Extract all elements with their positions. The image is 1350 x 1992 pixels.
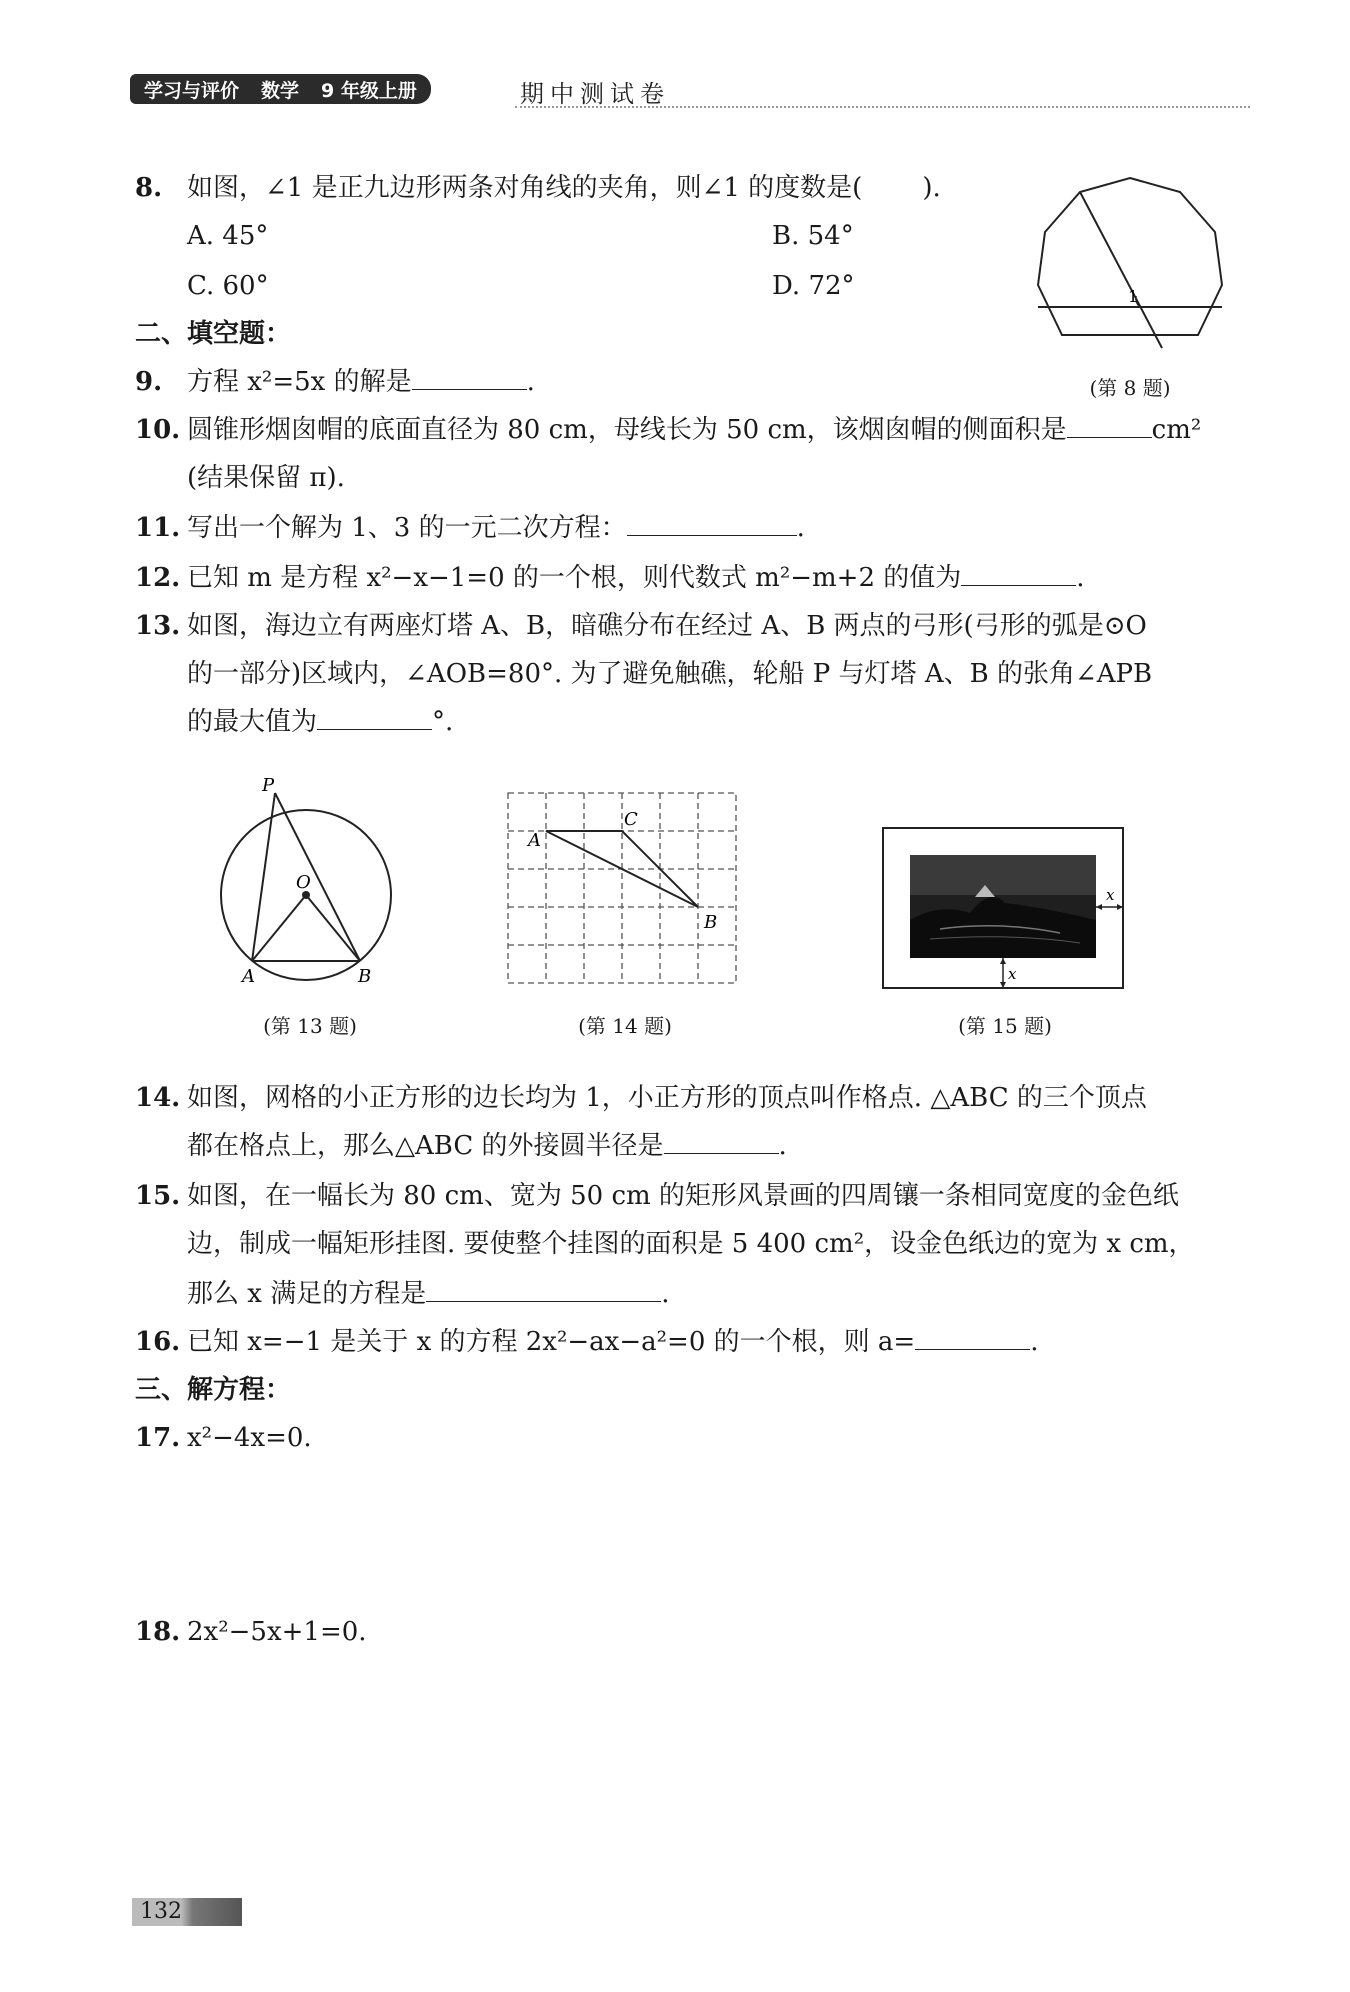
- q15-line2: 边，制成一幅矩形挂图. 要使整个挂图的面积是 5 400 cm²，设金色纸边的宽为 x cm，: [187, 1229, 1195, 1259]
- badge-series: 学习与评价: [144, 79, 240, 102]
- section-solve-title: 三、解方程：: [135, 1375, 292, 1405]
- q15-line3: 那么 x 满足的方程是 .: [187, 1270, 669, 1318]
- page-number: 132: [132, 1898, 242, 1926]
- q8-caption: (第 8 题): [1089, 376, 1171, 400]
- label-b: B: [358, 966, 372, 987]
- q13-answer-blank[interactable]: [317, 699, 432, 730]
- q15-answer-blank[interactable]: [426, 1271, 661, 1302]
- question-9: 9. 方程 x²=5x 的解是 .: [135, 358, 535, 406]
- question-18: 18. 2x²−5x+1=0.: [135, 1617, 367, 1647]
- q14-answer-blank[interactable]: [664, 1123, 779, 1154]
- q14-line2: 都在格点上，那么△ABC 的外接圆半径是 .: [187, 1122, 787, 1170]
- label-x-side: x: [1106, 886, 1115, 904]
- figure-15-frame: [880, 825, 1130, 990]
- exam-title: 期中测试卷: [520, 80, 670, 108]
- question-8: 8. 如图，∠1 是正九边形两条对角线的夹角，则∠1 的度数是( ).: [135, 173, 941, 203]
- book-badge: [130, 74, 431, 104]
- question-12: 12. 已知 m 是方程 x²−x−1=0 的一个根，则代数式 m²−m+2 的值为 .: [135, 554, 1085, 602]
- angle-1-label: 1: [1128, 287, 1139, 306]
- label-p: P: [262, 775, 275, 796]
- label-a: A: [528, 830, 541, 851]
- q10-line2: (结果保留 π).: [187, 463, 345, 493]
- q8-text: 如图，∠1 是正九边形两条对角线的夹角，则∠1 的度数是(: [187, 173, 863, 203]
- label-a: A: [242, 966, 255, 987]
- question-14: 14. 如图，网格的小正方形的边长均为 1，小正方形的顶点叫作格点. △ABC 的三个顶点: [135, 1083, 1147, 1113]
- q9-answer-blank[interactable]: [412, 359, 527, 390]
- figure-14-grid: [500, 785, 750, 995]
- question-16: 16. 已知 x=−1 是关于 x 的方程 2x²−ax−a²=0 的一个根，则 a= .: [135, 1318, 1038, 1366]
- q13-line2: 的一部分)区域内，∠AOB=80°. 为了避免触礁，轮船 P 与灯塔 A、B 的张角∠APB: [187, 659, 1153, 689]
- q8-option-c: C. 60°: [187, 271, 269, 301]
- badge-subject: 数学: [261, 79, 300, 102]
- label-o: O: [296, 872, 311, 893]
- q16-answer-blank[interactable]: [915, 1319, 1030, 1350]
- label-b: B: [704, 912, 718, 933]
- question-17: 17. x²−4x=0.: [135, 1423, 312, 1453]
- question-15: 15. 如图，在一幅长为 80 cm、宽为 50 cm 的矩形风景画的四周镶一条相同宽度的金色纸: [135, 1181, 1179, 1211]
- figure-13-circle: [210, 775, 410, 990]
- q11-answer-blank[interactable]: [627, 505, 797, 536]
- header-divider: [515, 106, 1250, 108]
- diagonal-1: [1080, 192, 1162, 348]
- q8-option-d: D. 72°: [772, 271, 855, 301]
- q8-option-b: B. 54°: [772, 221, 854, 251]
- q10-answer-blank[interactable]: [1067, 407, 1152, 438]
- nonagon-figure: [1030, 170, 1230, 360]
- q13-line3: 的最大值为 °.: [187, 698, 453, 746]
- q8-option-a: A. 45°: [187, 221, 269, 251]
- section-fill-title: 二、填空题：: [135, 319, 292, 349]
- nonagon: [1038, 178, 1222, 335]
- question-10: 10. 圆锥形烟囱帽的底面直径为 80 cm，母线长为 50 cm，该烟囱帽的侧面积是 cm²: [135, 406, 1201, 454]
- q12-answer-blank[interactable]: [961, 555, 1076, 586]
- q14-caption: (第 14 题): [578, 1014, 672, 1038]
- q13-caption: (第 13 题): [263, 1014, 357, 1038]
- page-header: [130, 70, 1250, 110]
- question-13: 13. 如图，海边立有两座灯塔 A、B，暗礁分布在经过 A、B 两点的弓形(弓形的弧是⊙O: [135, 611, 1147, 641]
- q15-caption: (第 15 题): [958, 1014, 1052, 1038]
- badge-grade: 9 年级上册: [321, 79, 417, 102]
- label-c: C: [624, 809, 638, 830]
- question-11: 11. 写出一个解为 1、3 的一元二次方程： .: [135, 504, 805, 552]
- label-x-bottom: x: [1008, 965, 1017, 983]
